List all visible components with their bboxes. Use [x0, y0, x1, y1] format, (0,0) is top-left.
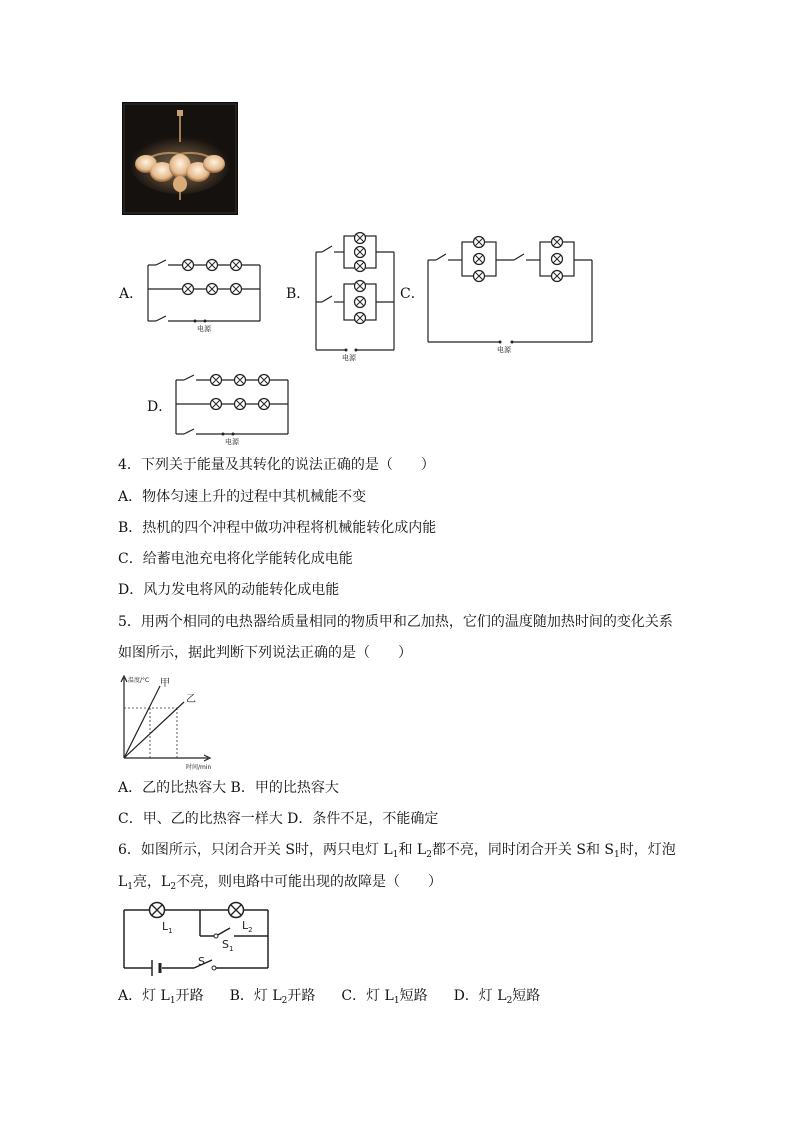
q5-stem-line2: 如图所示，据此判断下列说法正确的是（ ） — [118, 645, 412, 661]
q4-option-c: C．给蓄电池充电将化学能转化成电能 — [118, 551, 353, 567]
q3-option-b-label: B． — [286, 286, 311, 302]
q4-option-b: B．热机的四个冲程中做功冲程将机械能转化成内能 — [118, 520, 437, 536]
circuit-option-a — [144, 255, 264, 333]
q6-stem-line2: $L_1$亮，$L_2$不亮，则电路中可能出现的故障是（ ） — [118, 874, 443, 892]
q6-option-c: C．灯 $L_1$短路 — [341, 988, 428, 1006]
q6-option-b: B．灯 $L_2$开路 — [229, 988, 316, 1006]
q5-stem-line1: 5．用两个相同的电热器给质量相同的物质甲和乙加热，它们的温度随加热时间的变化关系 — [118, 614, 673, 630]
q4-stem: 4．下列关于能量及其转化的说法正确的是（ ） — [118, 457, 435, 473]
temperature-axis-label: 温度/°C — [128, 677, 150, 684]
circuit-option-b — [310, 232, 400, 362]
power-label-b: 电源 — [342, 354, 356, 362]
circuit-q6 — [118, 898, 278, 976]
q6-options — [118, 986, 540, 1011]
label-S1: $S_1$ — [222, 938, 234, 953]
label-yi: 乙 — [186, 694, 196, 705]
q5-options-cd: C．甲、乙的比热容一样大 D．条件不足，不能确定 — [118, 811, 439, 827]
q6-option-a: A．灯 $L_1$开路 — [118, 988, 204, 1006]
label-L1: $L_1$ — [162, 920, 173, 935]
q3-option-a-label: A． — [119, 286, 144, 302]
circuit-option-c — [424, 232, 596, 354]
temperature-time-graph — [114, 672, 214, 772]
circuit-option-d — [172, 370, 292, 448]
label-jia: 甲 — [160, 678, 170, 689]
q4-option-d: D．风力发电将风的动能转化成电能 — [118, 582, 340, 598]
power-label-c: 电源 — [497, 346, 511, 354]
q4-option-a: A．物体匀速上升的过程中其机械能不变 — [118, 489, 367, 505]
q6-stem-line1: 6．如图所示，只闭合开关 S时，两只电灯 $L_1$和 $L_2$都不亮，同时闭合开关 S和 $S_1$时，灯泡 — [118, 842, 676, 860]
q3-option-c-label: C． — [400, 286, 425, 302]
chandelier-photo — [122, 102, 238, 215]
label-S: S — [198, 955, 205, 968]
power-label-d: 电源 — [225, 438, 239, 446]
q6-option-d: D．灯 $L_2$短路 — [453, 988, 541, 1006]
q3-option-d-label: D． — [147, 399, 173, 415]
label-L2: $L_2$ — [242, 919, 253, 934]
power-label-a: 电源 — [197, 325, 211, 333]
q5-options-ab: A．乙的比热容大 B．甲的比热容大 — [118, 780, 339, 796]
time-axis-label: 时间/min — [186, 764, 212, 771]
